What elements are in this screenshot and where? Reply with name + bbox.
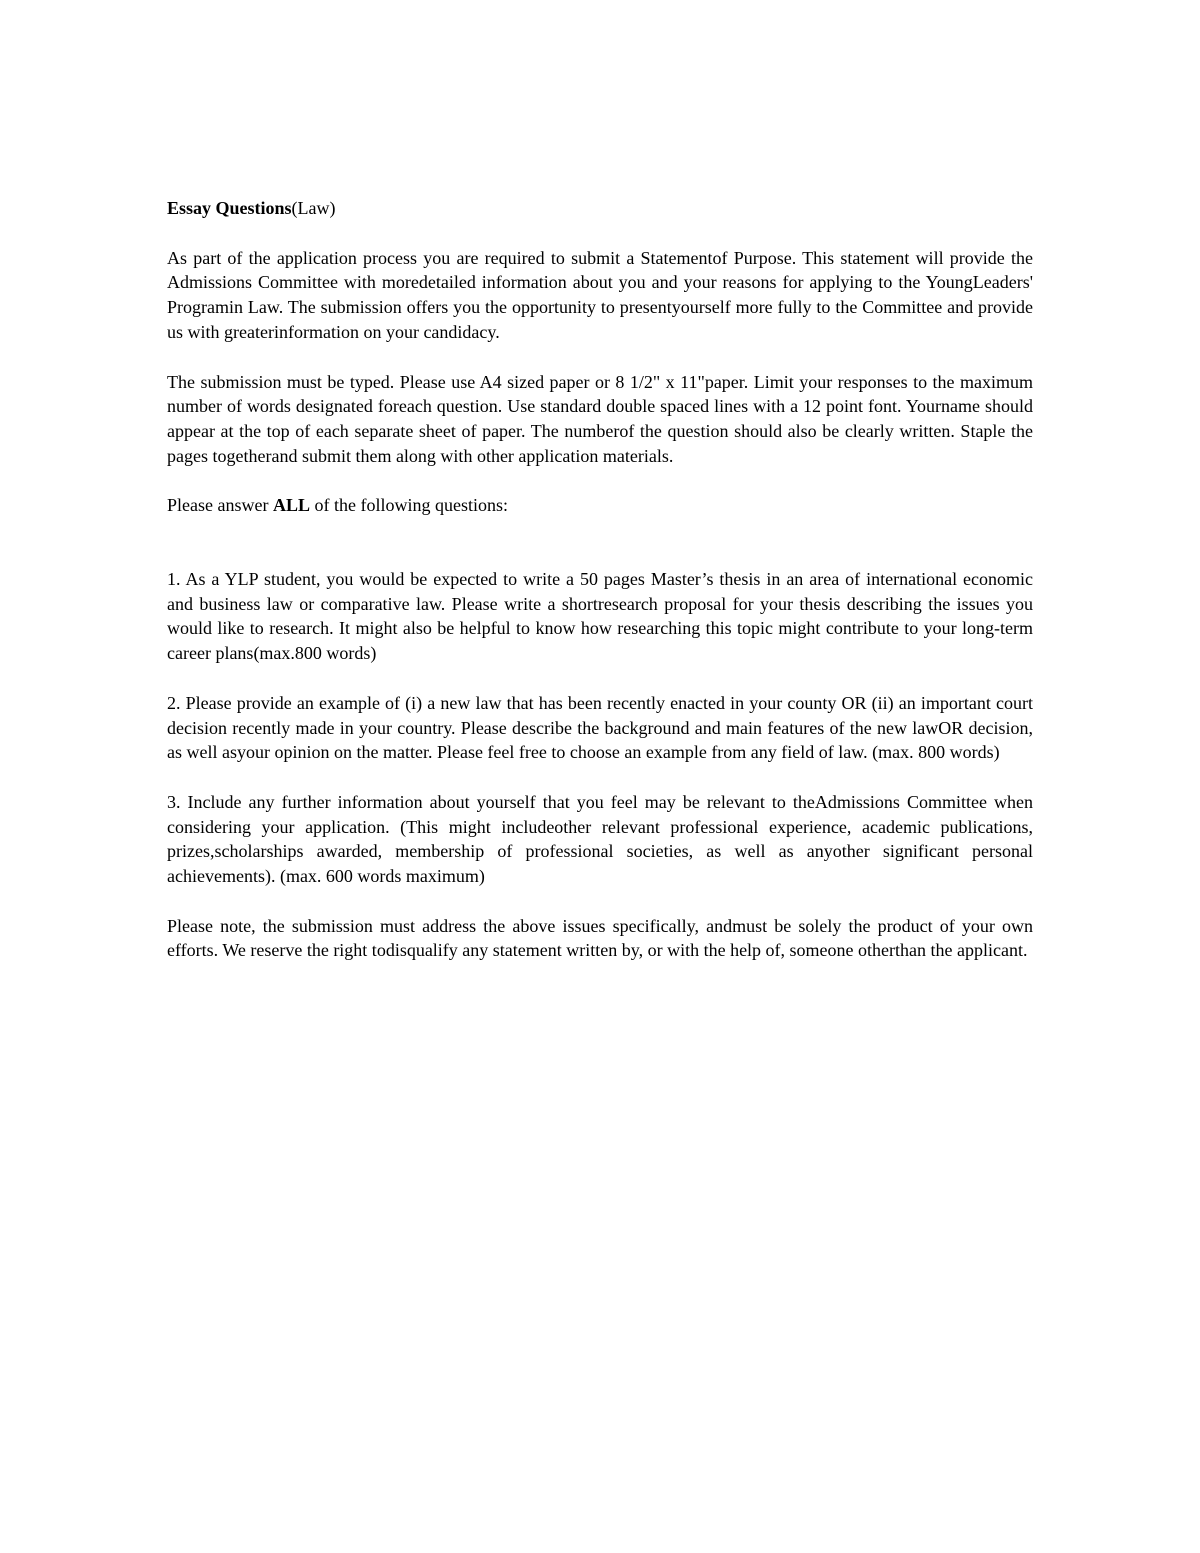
question-3: 3. Include any further information about yourself that you feel may be relevant to theAdmissions Committee when considering your application. (This might includeother relevant professional experience, academic publications, prizes,scholarships awarded, membership of professional societies, as well as anyother significant personal achievements). (max. 600 words maximum) bbox=[167, 791, 1033, 887]
title-bold: Essay Questions bbox=[167, 198, 292, 218]
intro-paragraph: As part of the application process you are required to submit a Statementof Purpose. This statement will provide the Admissions Committee with moredetailed information about you and your reasons for applying to the YoungLeaders' Programin Law. The submission offers you the opportunity to presentyourself more fully to the Committee and provide us with greaterinformation on your candidacy. bbox=[167, 247, 1033, 342]
format-rules-paragraph: The submission must be typed. Please use A4 sized paper or 8 1/2" x 11"paper. Limit your responses to the maximum number of words designated foreach question. Use standard double spaced lines with a 12 point font. Yourname should appear at the top of each separate sheet of paper. The numberof the question should also be clearly written. Staple the pages togetherand submit them along with other application materials. bbox=[167, 371, 1033, 466]
question-1: 1. As a YLP student, you would be expected to write a 50 pages Master’s thesis in an area of international economic and business law or comparative law. Please write a shortresearch proposal for your thesis describing the issues you would like to research. It might also be helpful to know how researching this topic might contribute to your long-term career plans(max.800 words) bbox=[167, 569, 1033, 664]
title-subject: (Law) bbox=[291, 198, 336, 218]
instruction-emphasis: ALL bbox=[272, 495, 310, 516]
question-2: 2. Please provide an example of (i) a new law that has been recently enacted in your county OR (ii) an important court decision recently made in your country. Please describe the background and main features of the new lawOR decision, as well asyour opinion on the matter. Please feel free to choose an example from any field of law. (max. 800 words) bbox=[167, 692, 1033, 763]
instruction-post: of the following questions: bbox=[309, 495, 508, 516]
closing-note: Please note, the submission must address the above issues specifically, andmust be solely the product of your own efforts. We reserve the right todisqualify any statement written by, or with the help of, someone otherthan the applicant. bbox=[167, 915, 1033, 961]
instruction-line bbox=[167, 493, 1033, 518]
document-title bbox=[167, 196, 1033, 221]
instruction-pre: Please answer bbox=[167, 495, 273, 516]
document-page bbox=[167, 196, 1033, 988]
